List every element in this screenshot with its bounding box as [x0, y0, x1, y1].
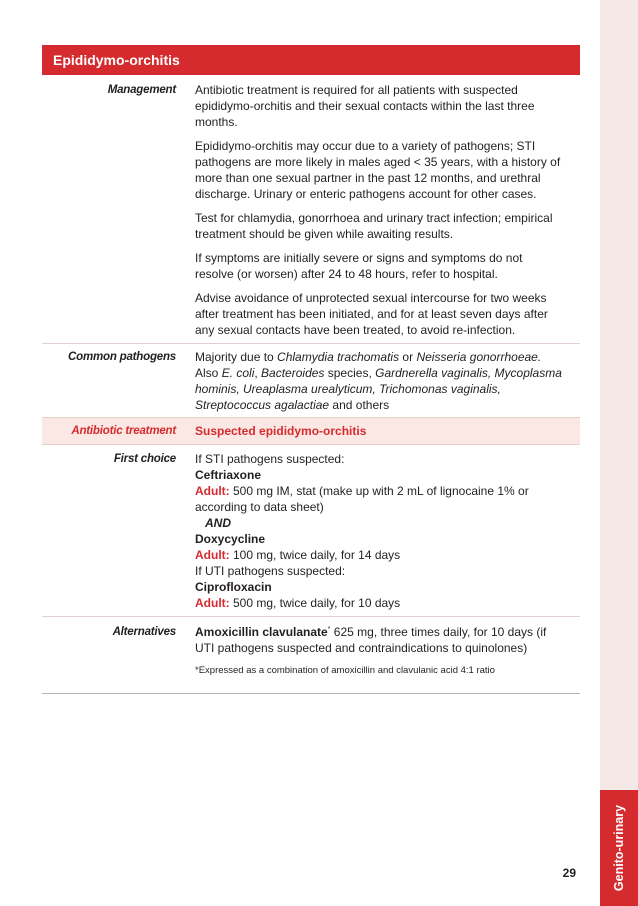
dose-ceftriaxone	[195, 483, 562, 515]
first-choice-content	[186, 445, 580, 616]
adult-label: Adult:	[195, 548, 230, 562]
sti-intro: If STI pathogens suspected:	[195, 452, 345, 466]
footnote-mark: *	[327, 626, 331, 633]
pathogens-text: ,	[254, 366, 262, 380]
pathogen-name: Gardnerella vaginalis, Mycoplasma hominis, Ureaplasma urealyticum, Trichomonas vaginalis, Streptococcus agalactiae	[195, 366, 562, 412]
first-choice-row	[42, 445, 580, 617]
pathogen-name: E. coli	[221, 366, 255, 380]
drug-ceftriaxone: Ceftriaxone	[195, 468, 262, 482]
dose-ciprofloxacin	[195, 595, 562, 611]
management-row	[42, 75, 580, 344]
alternatives-row	[42, 617, 580, 694]
management-paragraph: Antibiotic treatment is required for all patients with suspected epididymo-orchitis and their sexual contacts within the last three months.	[195, 83, 535, 129]
pathogen-name: Bacteroides	[261, 366, 325, 380]
antibiotic-label: Antibiotic treatment	[71, 425, 176, 437]
adult-label: Adult:	[195, 484, 230, 498]
alternatives-label: Alternatives	[112, 626, 176, 638]
pathogens-text: and others	[329, 398, 390, 412]
pathogens-text: Also	[195, 366, 222, 380]
footnote: *Expressed as a combination of amoxicillin and clavulanic acid 4:1 ratio	[195, 665, 495, 676]
pathogen-name: Neisseria gonorrhoeae.	[416, 350, 542, 364]
antibiotic-heading: Suspected epididymo-orchitis	[195, 424, 367, 438]
alternatives-text	[195, 624, 562, 656]
pathogens-text: species,	[324, 366, 376, 380]
drug-ciprofloxacin: Ciprofloxacin	[195, 580, 272, 594]
sidebar-strip	[600, 0, 638, 906]
adult-label: Adult:	[195, 596, 230, 610]
pathogens-content	[186, 344, 580, 417]
pathogens-line-2	[195, 365, 562, 413]
alternatives-content	[186, 617, 580, 693]
drug-amoxicillin-clavulanate: Amoxicillin clavulanate	[195, 625, 328, 639]
drug-doxycycline: Doxycycline	[195, 532, 266, 546]
alternatives-dose: 625 mg, three times daily, for 10 days (if UTI pathogens suspected and contraindications to quinolones)	[195, 625, 547, 655]
pathogens-text: Majority due to	[195, 350, 278, 364]
pathogens-label: Common pathogens	[68, 351, 176, 363]
management-paragraph: If symptoms are initially severe or signs and symptoms do not resolve (or worsen) after 24 to 48 hours, refer to hospital.	[195, 251, 523, 281]
antibiotic-row	[42, 418, 580, 445]
and-connector: AND	[205, 516, 231, 530]
dose-text: 500 mg IM, stat (make up with 2 mL of lignocaine 1% or according to data sheet)	[195, 484, 529, 514]
management-label: Management	[107, 84, 176, 96]
dose-text: 100 mg, twice daily, for 14 days	[229, 548, 401, 562]
dose-text: 500 mg, twice daily, for 10 days	[229, 596, 401, 610]
treatment-table	[42, 45, 580, 694]
management-paragraph: Epididymo-orchitis may occur due to a variety of pathogens; STI pathogens are more likely in males aged < 35 years, with a history of more than one sexual partner in the past 12 months, and urethral discharge. Urinary or enteric pathogens account for other cases.	[195, 139, 561, 201]
section-tab-label: Genito-urinary	[612, 804, 626, 892]
management-paragraph: Test for chlamydia, gonorrhoea and urinary tract infection; empirical treatment should be given while awaiting results.	[195, 211, 553, 241]
pathogens-text: or	[399, 350, 417, 364]
dose-doxycycline	[195, 547, 562, 563]
management-paragraph: Advise avoidance of unprotected sexual intercourse for two weeks after treatment has been initiated, and for at least seven days after any sexual contacts have been treated, to avoid re-infection.	[195, 291, 548, 337]
pathogens-row	[42, 344, 580, 418]
pathogens-line-1	[195, 349, 562, 365]
management-content	[186, 75, 580, 343]
uti-intro: If UTI pathogens suspected:	[195, 564, 346, 578]
first-choice-label: First choice	[113, 453, 176, 465]
section-title: Epididymo-orchitis	[42, 45, 580, 75]
page-number: 29	[562, 866, 576, 880]
pathogen-name: Chlamydia trachomatis	[277, 350, 400, 364]
